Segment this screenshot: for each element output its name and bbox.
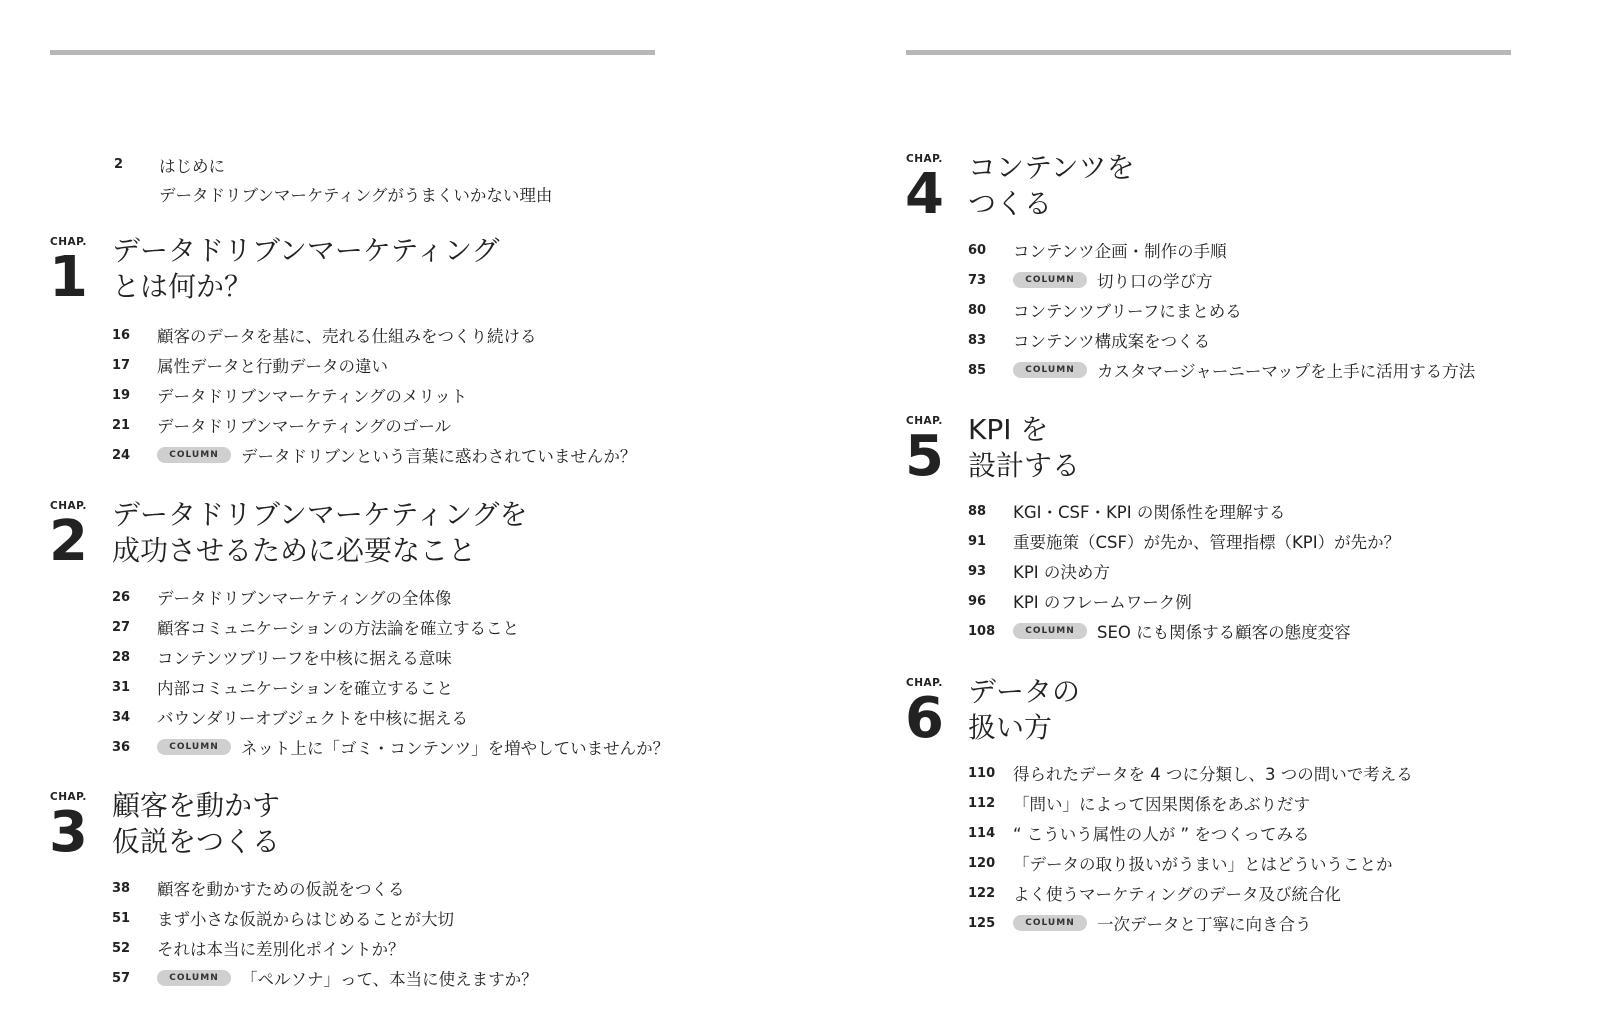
column-badge: COLUMN [1013, 915, 1087, 931]
intro-entry[interactable] [114, 150, 552, 208]
page-number: 34 [112, 709, 131, 725]
toc-entry-column[interactable] [968, 265, 1475, 295]
chapter-number: 1 [49, 245, 88, 310]
entry-title: 顧客を動かすための仮説をつくる [157, 880, 405, 899]
entry-title: データドリブンマーケティングのメリット [157, 387, 468, 406]
toc-entry[interactable] [968, 818, 1413, 848]
chapter-label: CHAP. [906, 415, 943, 427]
chapter-number: 6 [905, 686, 944, 751]
entry-title: まず小さな仮説からはじめることが大切 [157, 910, 454, 929]
toc-entry[interactable] [112, 350, 636, 380]
entry-title: ネット上に「ゴミ・コンテンツ」を増やしていませんか？ [241, 739, 670, 758]
entry-title: データドリブンマーケティングの全体像 [157, 589, 452, 608]
chapter-title[interactable]: データの 扱い方 [968, 675, 1081, 744]
chapter-label: CHAP. [50, 500, 87, 512]
toc-entry[interactable] [112, 873, 538, 903]
entry-title: よく使うマーケティングのデータ及び統合化 [1013, 885, 1342, 904]
entry-title: コンテンツブリーフを中核に据える意味 [157, 649, 452, 668]
toc-entry[interactable] [112, 612, 669, 642]
entry-title: KPI の決め方 [1013, 563, 1110, 582]
entry-title: “ こういう属性の人が ” をつくってみる [1013, 825, 1310, 844]
entry-title: 「ペルソナ」って、本当に使えますか？ [241, 970, 538, 989]
toc-entry[interactable] [112, 582, 669, 612]
column-badge: COLUMN [1013, 362, 1087, 378]
toc-entry[interactable] [112, 702, 669, 732]
toc-entry[interactable] [968, 496, 1400, 526]
page-number: 88 [968, 503, 987, 519]
chapter-items [968, 496, 1400, 646]
toc-entry[interactable] [968, 325, 1475, 355]
chapter-number: 5 [905, 424, 944, 489]
entry-title: 一次データと丁寧に向き合う [1097, 915, 1312, 934]
left-page-header-rule [50, 50, 655, 55]
toc-entry[interactable] [112, 903, 538, 933]
page-number: 83 [968, 332, 987, 348]
page-number: 60 [968, 242, 987, 258]
page-number: 96 [968, 593, 987, 609]
page-number: 120 [968, 855, 996, 871]
page-number: 36 [112, 739, 131, 755]
intro-page-number: 2 [114, 157, 124, 172]
column-badge: COLUMN [1013, 623, 1087, 639]
chapter-label: CHAP. [906, 153, 943, 165]
entry-title: それは本当に差別化ポイントか？ [157, 940, 405, 959]
page-number: 17 [112, 357, 131, 373]
page-number: 16 [112, 327, 131, 343]
page-number: 24 [112, 447, 131, 463]
toc-entry-column[interactable] [112, 963, 538, 993]
page-number: 28 [112, 649, 131, 665]
page-number: 122 [968, 885, 996, 901]
column-badge: COLUMN [157, 447, 231, 463]
page-number: 112 [968, 795, 996, 811]
chapter-number: 2 [49, 509, 88, 574]
page-number: 108 [968, 623, 996, 639]
chapter-items [112, 320, 636, 470]
page-number: 26 [112, 589, 131, 605]
chapter-title[interactable]: データドリブンマーケティング とは何か？ [112, 234, 500, 303]
toc-entry[interactable] [968, 556, 1400, 586]
page-number: 51 [112, 910, 131, 926]
toc-entry[interactable] [968, 526, 1400, 556]
intro-title: はじめに [159, 156, 225, 176]
chapter-label: CHAP. [50, 791, 87, 803]
page-number: 93 [968, 563, 987, 579]
chapter-title[interactable]: コンテンツを つくる [968, 151, 1135, 220]
entry-title: 重要施策（CSF）が先か、管理指標（KPI）が先か？ [1013, 533, 1401, 552]
toc-entry-column[interactable] [968, 908, 1413, 938]
entry-title: カスタマージャーニーマップを上手に活用する方法 [1097, 362, 1476, 381]
chapter-label: CHAP. [906, 677, 943, 689]
entry-title: バウンダリーオブジェクトを中核に据える [157, 709, 469, 728]
chapter-items [112, 873, 538, 993]
page-number: 38 [112, 880, 131, 896]
entry-title: 属性データと行動データの違い [157, 357, 388, 376]
toc-entry[interactable] [112, 380, 636, 410]
toc-entry[interactable] [112, 672, 669, 702]
column-badge: COLUMN [1013, 272, 1087, 288]
entry-title: KPI のフレームワーク例 [1013, 593, 1192, 612]
toc-entry-column[interactable] [112, 440, 636, 470]
chapter-items [968, 235, 1475, 385]
chapter-title[interactable]: 顧客を動かす 仮説をつくる [112, 789, 281, 858]
page-number: 110 [968, 765, 996, 781]
chapter-items [112, 582, 669, 762]
entry-title: 「データの取り扱いがうまい」とはどういうことか [1013, 855, 1393, 874]
toc-entry[interactable] [968, 235, 1475, 265]
toc-entry[interactable] [968, 788, 1413, 818]
entry-title: 「問い」によって因果関係をあぶりだす [1013, 795, 1310, 814]
toc-entry[interactable] [112, 320, 636, 350]
chapter-items [968, 758, 1413, 938]
entry-title: データドリブンという言葉に惑わされていませんか？ [241, 447, 637, 466]
toc-entry[interactable] [112, 410, 636, 440]
toc-entry[interactable] [968, 848, 1413, 878]
page-number: 85 [968, 362, 987, 378]
page-number: 52 [112, 940, 131, 956]
page-number: 73 [968, 272, 987, 288]
entry-title: コンテンツ企画・制作の手順 [1013, 242, 1227, 261]
entry-title: コンテンツブリーフにまとめる [1013, 302, 1242, 321]
chapter-number: 3 [49, 800, 88, 865]
intro-subtitle: データドリブンマーケティングがうまくいかない理由 [159, 185, 553, 205]
toc-entry[interactable] [968, 878, 1413, 908]
entry-title: 顧客コミュニケーションの方法論を確立すること [157, 619, 520, 638]
page-number: 125 [968, 915, 996, 931]
page-number: 21 [112, 417, 131, 433]
entry-title: 顧客のデータを基に、売れる仕組みをつくり続ける [157, 327, 537, 346]
page-number: 91 [968, 533, 987, 549]
toc-entry[interactable] [112, 933, 538, 963]
toc-entry[interactable] [968, 758, 1413, 788]
toc-entry[interactable] [968, 295, 1475, 325]
page-number: 31 [112, 679, 131, 695]
toc-entry-column[interactable] [112, 732, 669, 762]
chapter-title[interactable]: KPI を 設計する [968, 413, 1081, 482]
page-number: 80 [968, 302, 987, 318]
column-badge: COLUMN [157, 970, 231, 986]
chapter-label: CHAP. [50, 236, 87, 248]
entry-title: データドリブンマーケティングのゴール [157, 417, 452, 436]
entry-title: コンテンツ構成案をつくる [1013, 332, 1211, 351]
entry-title: 内部コミュニケーションを確立すること [157, 679, 454, 698]
entry-title: 得られたデータを 4 つに分類し、3 つの問いで考える [1013, 765, 1413, 784]
page-number: 27 [112, 619, 131, 635]
toc-entry-column[interactable] [968, 616, 1400, 646]
page-number: 114 [968, 825, 996, 841]
chapter-number: 4 [905, 162, 944, 227]
chapter-title[interactable]: データドリブンマーケティングを 成功させるために必要なこと [112, 498, 528, 567]
column-badge: COLUMN [157, 739, 231, 755]
page-number: 19 [112, 387, 131, 403]
right-page-header-rule [906, 50, 1511, 55]
entry-title: 切り口の学び方 [1097, 272, 1213, 291]
toc-entry[interactable] [968, 586, 1400, 616]
entry-title: SEO にも関係する顧客の態度変容 [1097, 623, 1351, 642]
page-number: 57 [112, 970, 131, 986]
toc-entry[interactable] [112, 642, 669, 672]
entry-title: KGI・CSF・KPI の関係性を理解する [1013, 503, 1286, 522]
toc-entry-column[interactable] [968, 355, 1475, 385]
